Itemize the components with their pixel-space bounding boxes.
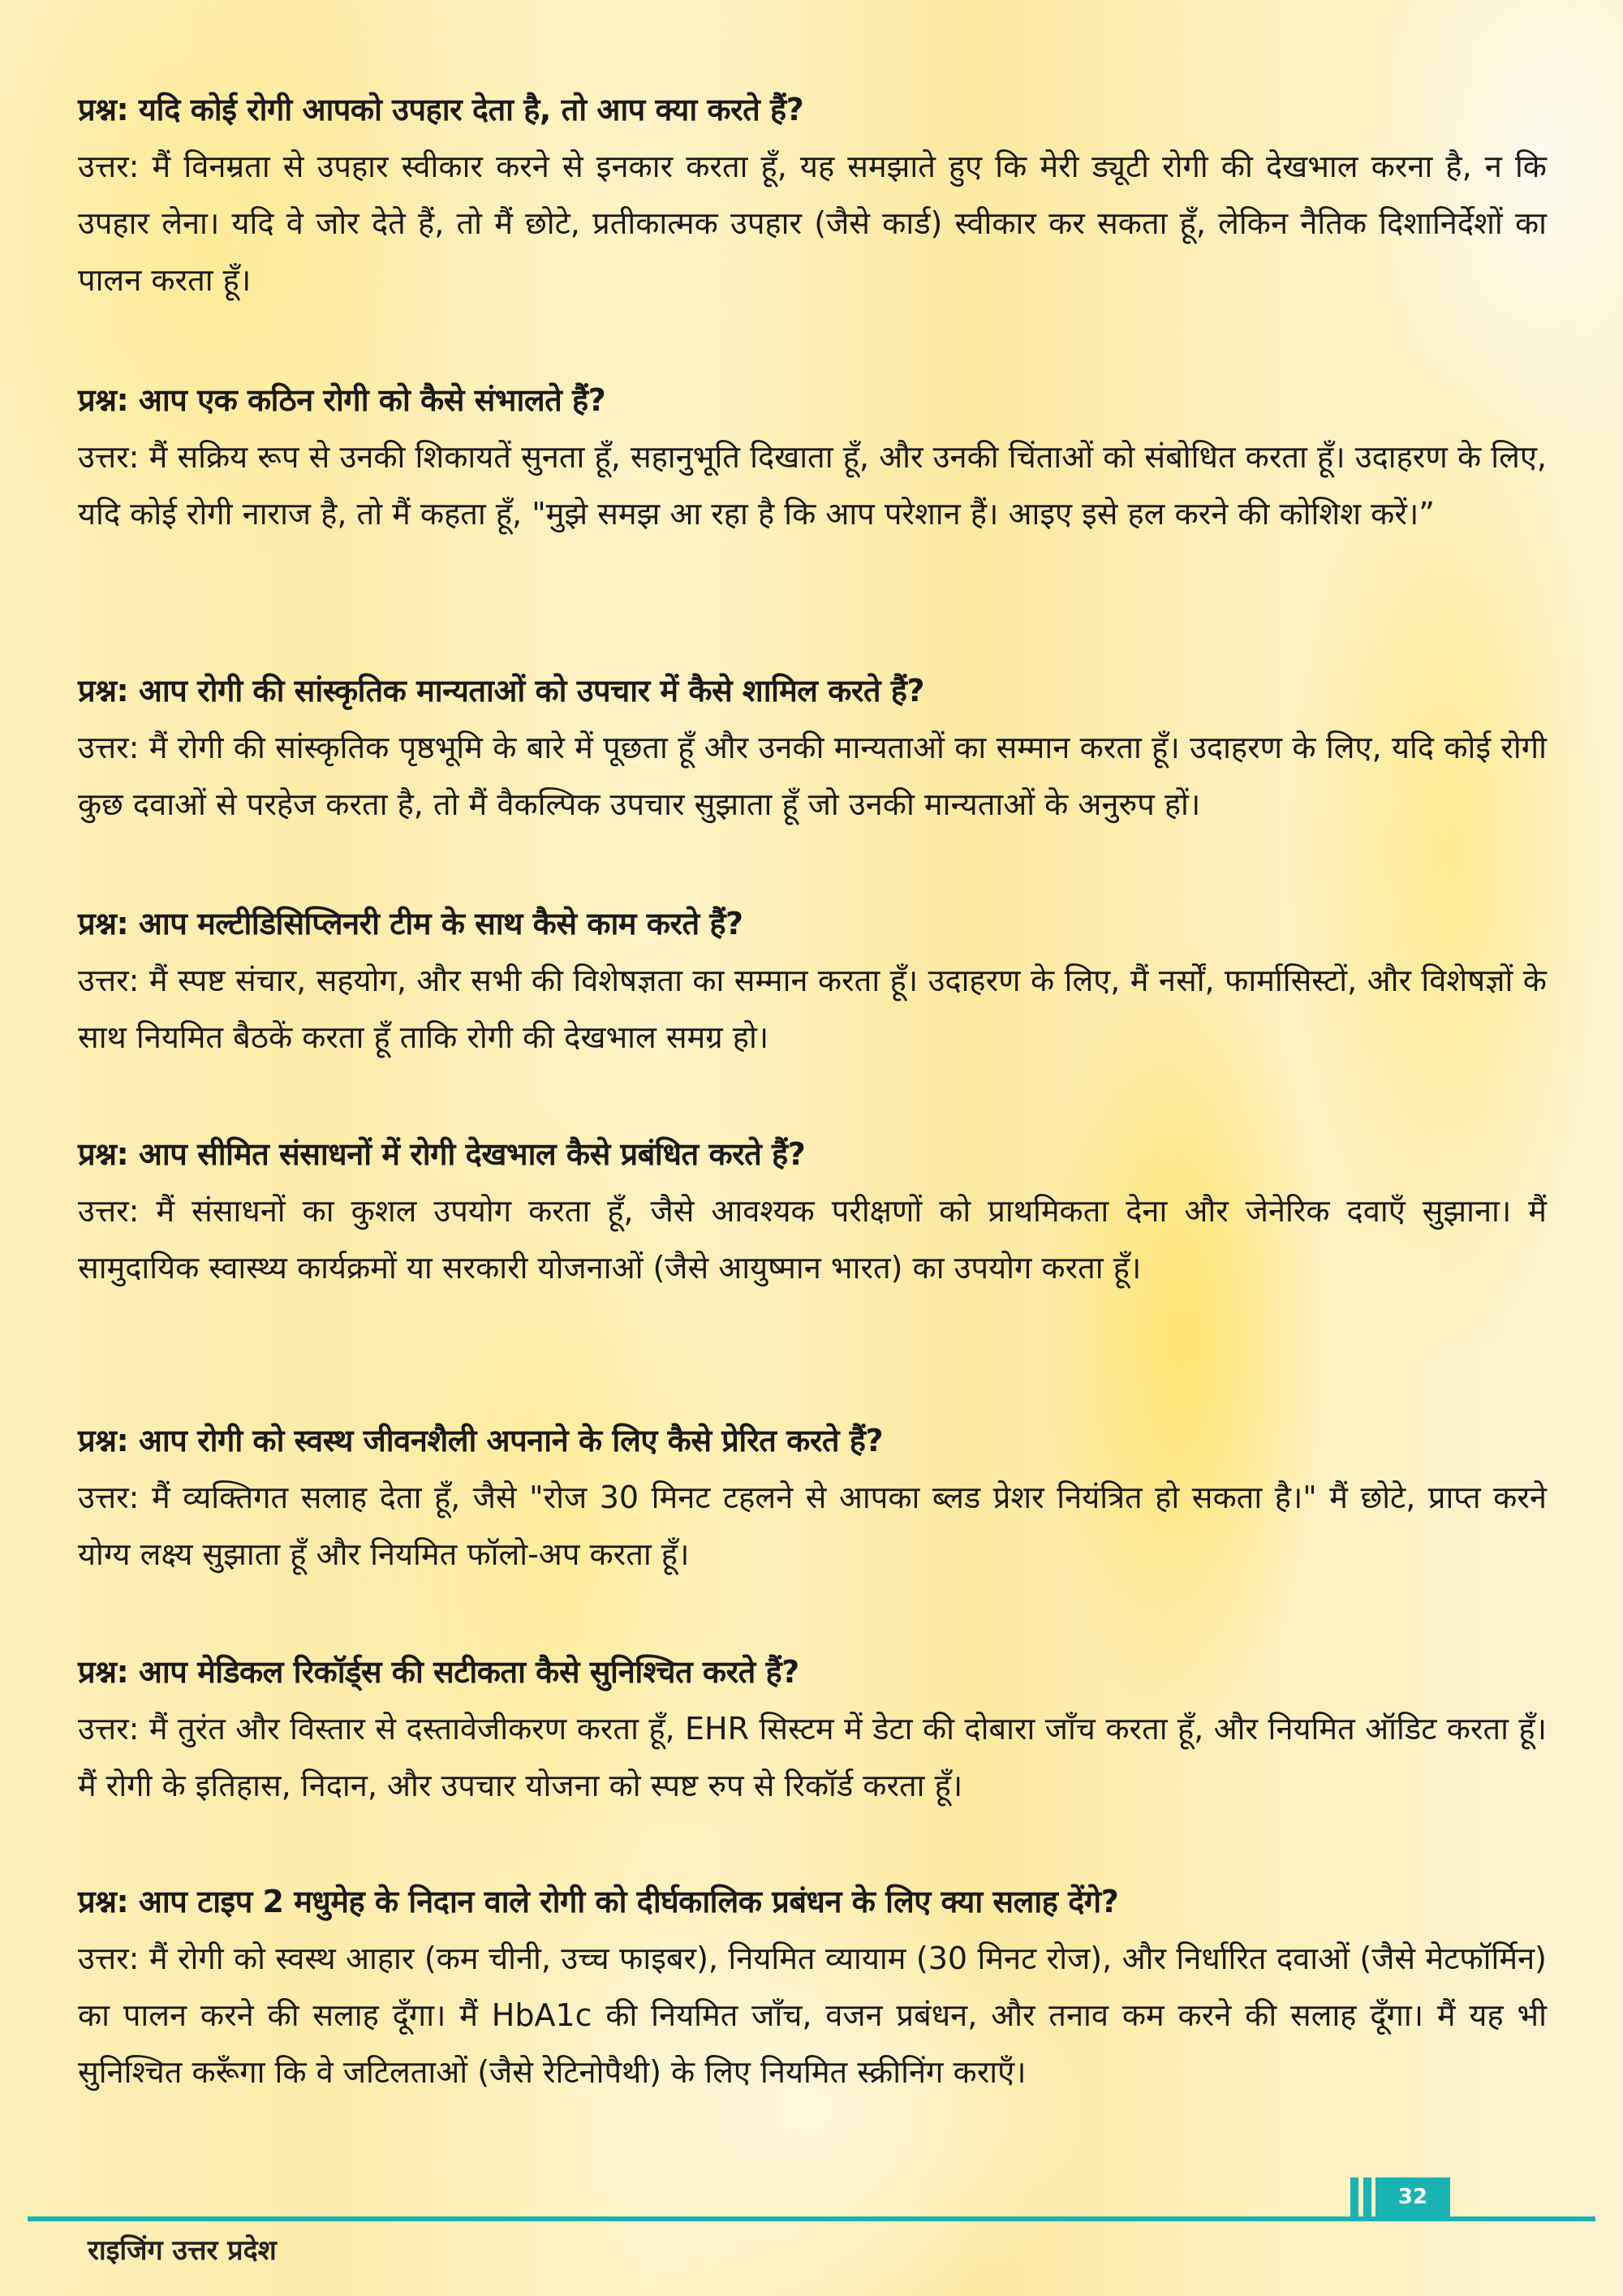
qa-item [78, 1873, 1547, 2100]
publication-name: राइजिंग उत्तर प्रदेश [88, 2234, 277, 2267]
question: प्रश्न: आप मेडिकल रिकॉर्ड्स की सटीकता कैसे सुनिश्चित करते हैं? [78, 1654, 799, 1690]
qa-item [78, 81, 1547, 308]
question: प्रश्न: आप रोगी को स्वस्थ जीवनशैली अपनाने के लिए कैसे प्रेरित करते हैं? [78, 1423, 884, 1458]
answer: उत्तर: मैं तुरंत और विस्तार से दस्तावेजीकरण करता हूँ, EHR सिस्टम में डेटा की दोबारा जाँच करता हूँ, और नियमित ऑडिट करता हूँ। मैं रोगी के इतिहास, निदान, और उपचार योजना को स्पष्ट रुप से रिकॉर्ड करता हूँ। [78, 1711, 1547, 1803]
question: प्रश्न: आप टाइप 2 मधुमेह के निदान वाले रोगी को दीर्घकालिक प्रबंधन के लिए क्या सलाह देंगे? [78, 1884, 1119, 1919]
footer-accent-bar [1363, 2178, 1371, 2216]
qa-item [78, 1412, 1547, 1583]
qa-item [78, 662, 1547, 833]
qa-item [78, 1643, 1547, 1814]
answer: उत्तर: मैं रोगी की सांस्कृतिक पृष्ठभूमि के बारे में पूछता हूँ और उनकी मान्यताओं का सम्मान करता हूँ। उदाहरण के लिए, यदि कोई रोगी कुछ दवाओं से परहेज करता है, तो मैं वैकल्पिक उपचार सुझाता हूँ जो उनकी मान्यताओं के अनुरुप हों। [78, 730, 1547, 822]
question: प्रश्न: आप मल्टीडिसिप्लिनरी टीम के साथ कैसे काम करते हैं? [78, 906, 743, 941]
qa-item [78, 895, 1547, 1066]
question: प्रश्न: यदि कोई रोगी आपको उपहार देता है, तो आप क्या करते हैं? [78, 92, 804, 127]
footer-accent-bar [1350, 2178, 1358, 2216]
answer: उत्तर: मैं सक्रिय रूप से उनकी शिकायतें सुनता हूँ, सहानुभूति दिखाता हूँ, और उनकी चिंताओं को संबोधित करता हूँ। उदाहरण के लिए, यदि कोई रोगी नाराज है, तो मैं कहता हूँ, "मुझे समझ आ रहा है कि आप परेशान हैं। आइए इसे हल करने की कोशिश करें।” [78, 439, 1547, 532]
footer-divider [28, 2216, 1595, 2221]
question: प्रश्न: आप सीमित संसाधनों में रोगी देखभाल कैसे प्रबंधित करते हैं? [78, 1136, 806, 1172]
answer: उत्तर: मैं रोगी को स्वस्थ आहार (कम चीनी, उच्च फाइबर), नियमित व्यायाम (30 मिनट रोज), और निर्धारित दवाओं (जैसे मेटफॉर्मिन) का पालन करने की सलाह दूँगा। मैं HbA1c की नियमित जाँच, वजन प्रबंधन, और तनाव कम करने की सलाह दूँगा। मैं यह भी सुनिश्चित करूँगा कि वे जटिलताओं (जैसे रेटिनोपैथी) के लिए नियमित स्क्रीनिंग कराएँ। [78, 1941, 1547, 2090]
answer: उत्तर: मैं विनम्रता से उपहार स्वीकार करने से इनकार करता हूँ, यह समझाते हुए कि मेरी ड्यूटी रोगी की देखभाल करना है, न कि उपहार लेना। यदि वे जोर देते हैं, तो मैं छोटे, प्रतीकात्मक उपहार (जैसे कार्ड) स्वीकार कर सकता हूँ, लेकिन नैतिक दिशानिर्देशों का पालन करता हूँ। [78, 149, 1547, 298]
question: प्रश्न: आप एक कठिन रोगी को कैसे संभालते हैं? [78, 382, 606, 418]
answer: उत्तर: मैं स्पष्ट संचार, सहयोग, और सभी की विशेषज्ञता का सम्मान करता हूँ। उदाहरण के लिए, मैं नर्सों, फार्मासिस्टों, और विशेषज्ञों के साथ नियमित बैठकें करता हूँ ताकि रोगी की देखभाल समग्र हो। [78, 963, 1547, 1055]
page-number: 32 [1375, 2178, 1450, 2216]
qa-item [78, 372, 1547, 542]
qa-item [78, 1126, 1547, 1296]
answer: उत्तर: मैं संसाधनों का कुशल उपयोग करता हूँ, जैसे आवश्यक परीक्षणों को प्राथमिकता देना और जेनेरिक दवाएँ सुझाना। मैं सामुदायिक स्वास्थ्य कार्यक्रमों या सरकारी योजनाओं (जैसे आयुष्मान भारत) का उपयोग करता हूँ। [78, 1193, 1547, 1286]
answer: उत्तर: मैं व्यक्तिगत सलाह देता हूँ, जैसे "रोज 30 मिनट टहलने से आपका ब्लड प्रेशर नियंत्रित हो सकता है।" मैं छोटे, प्राप्त करने योग्य लक्ष्य सुझाता हूँ और नियमित फॉलो-अप करता हूँ। [78, 1480, 1547, 1572]
question: प्रश्न: आप रोगी की सांस्कृतिक मान्यताओं को उपचार में कैसे शामिल करते हैं? [78, 673, 925, 709]
